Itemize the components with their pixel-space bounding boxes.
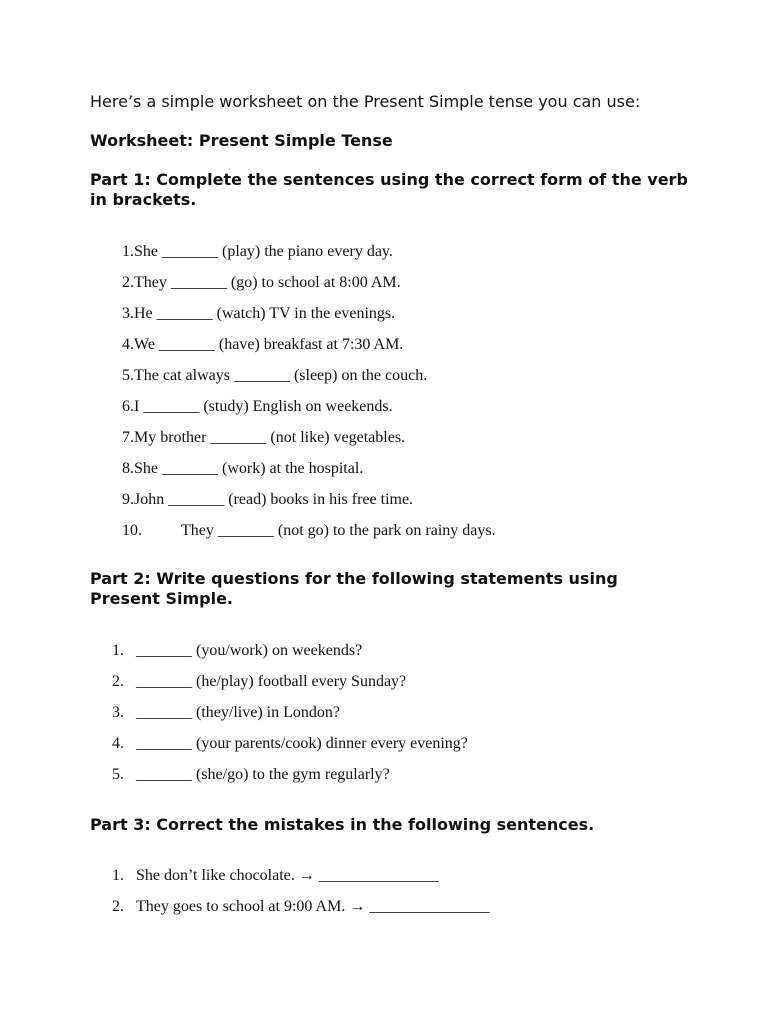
intro-text: Here’s a simple worksheet on the Present Simple tense you can use: (90, 92, 641, 111)
list-item (122, 335, 682, 366)
list-item (112, 672, 672, 703)
part1-list (122, 242, 682, 552)
item-text: They _______ (go) to school at 8:00 AM. (134, 274, 401, 291)
item-text: She _______ (play) the piano every day. (134, 243, 393, 260)
list-item (112, 765, 672, 796)
item-text: _______ (you/work) on weekends? (136, 642, 363, 659)
item-number: 6. (122, 398, 134, 415)
item-number: 4. (122, 336, 134, 353)
item-text: I _______ (study) English on weekends. (134, 398, 393, 415)
item-text: She _______ (work) at the hospital. (134, 460, 364, 477)
item-text: John _______ (read) books in his free time. (134, 491, 414, 508)
item-text: They _______ (not go) to the park on rainy days. (181, 522, 496, 539)
item-number: 1. (112, 867, 124, 884)
list-item (122, 366, 682, 397)
list-item (122, 304, 682, 335)
item-number: 4. (112, 735, 124, 752)
part1-heading: Part 1: Complete the sentences using the correct form of the verb in brackets. (90, 170, 688, 209)
item-text: _______ (she/go) to the gym regularly? (136, 766, 390, 783)
list-item (112, 897, 672, 928)
list-item (122, 273, 682, 304)
item-number: 3. (122, 305, 134, 322)
item-number: 2. (122, 274, 134, 291)
list-item (122, 428, 682, 459)
list-item (122, 242, 682, 273)
item-text: My brother _______ (not like) vegetables. (134, 429, 406, 446)
list-item (112, 866, 672, 897)
item-text: They goes to school at 9:00 AM. → _______________ (136, 898, 490, 915)
item-number: 5. (122, 367, 134, 384)
part3-list (112, 866, 672, 928)
item-number: 8. (122, 460, 134, 477)
list-item (112, 641, 672, 672)
item-number: 2. (112, 898, 124, 915)
item-text: _______ (he/play) football every Sunday? (136, 673, 407, 690)
item-text: We _______ (have) breakfast at 7:30 AM. (134, 336, 404, 353)
item-number: 7. (122, 429, 134, 446)
list-item (122, 397, 682, 428)
item-text: _______ (your parents/cook) dinner every evening? (136, 735, 468, 752)
part2-heading: Part 2: Write questions for the following statements using Present Simple. (90, 569, 618, 608)
item-text: _______ (they/live) in London? (136, 704, 340, 721)
part2-list (112, 641, 672, 796)
list-item (122, 490, 682, 521)
list-item (122, 459, 682, 490)
list-item (112, 734, 672, 765)
item-number: 2. (112, 673, 124, 690)
part3-heading: Part 3: Correct the mistakes in the following sentences. (90, 815, 595, 834)
item-number: 1. (122, 243, 134, 260)
item-number: 5. (112, 766, 124, 783)
list-item (122, 521, 682, 552)
item-number: 1. (112, 642, 124, 659)
item-number: 10. (122, 522, 142, 539)
worksheet-title: Worksheet: Present Simple Tense (90, 131, 393, 150)
list-item (112, 703, 672, 734)
item-number: 9. (122, 491, 134, 508)
item-number: 3. (112, 704, 124, 721)
item-text: He _______ (watch) TV in the evenings. (134, 305, 396, 322)
item-text: She don’t like chocolate. → _______________ (136, 867, 439, 884)
item-text: The cat always _______ (sleep) on the couch. (134, 367, 428, 384)
